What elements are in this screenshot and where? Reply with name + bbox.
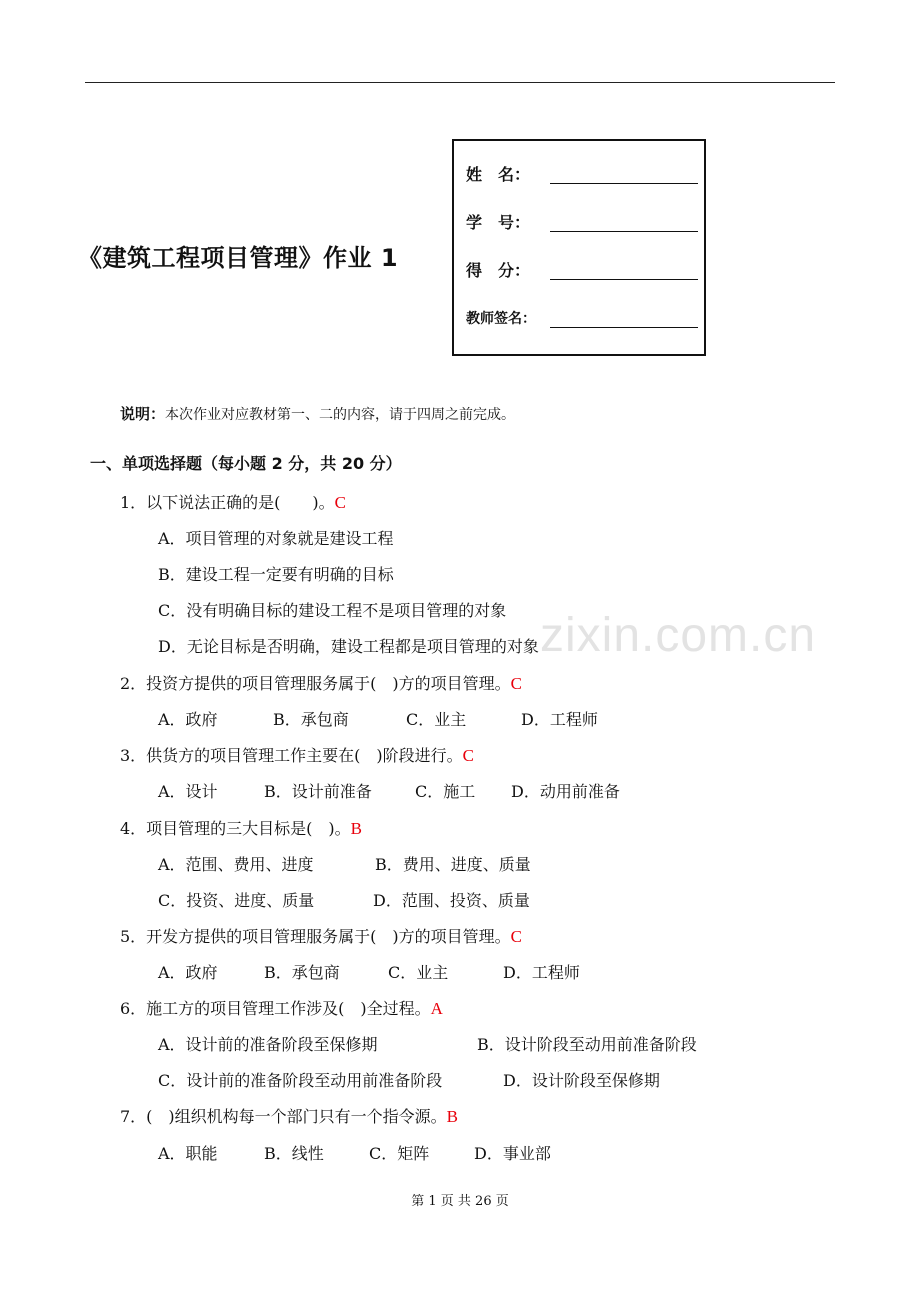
instructions — [120, 403, 515, 424]
question-4 — [120, 816, 362, 839]
answer-key: C — [462, 746, 475, 765]
option: B．承包商 — [264, 963, 340, 982]
option: D．动用前准备 — [511, 782, 620, 801]
option: D．设计阶段至保修期 — [503, 1071, 660, 1090]
option: C．设计前的准备阶段至动用前准备阶段 — [158, 1071, 443, 1090]
question-text: 5．开发方提供的项目管理服务属于( )方的项目管理。 — [120, 927, 511, 946]
student-id-label: 学 号： — [466, 213, 531, 232]
question-3 — [120, 743, 474, 766]
question-2 — [120, 671, 522, 694]
answer-key: C — [510, 674, 523, 693]
option: C．投资、进度、质量 — [158, 891, 315, 910]
question-text: 3．供货方的项目管理工作主要在( )阶段进行。 — [120, 746, 463, 765]
instructions-label: 说明： — [120, 405, 166, 423]
question-5 — [120, 924, 522, 947]
answer-key: B — [446, 1107, 459, 1126]
question-text: 7．( )组织机构每一个部门只有一个指令源。 — [120, 1107, 447, 1126]
teacher-signature-field[interactable] — [550, 327, 698, 328]
option: D．范围、投资、质量 — [373, 891, 530, 910]
option: A．设计前的准备阶段至保修期 — [158, 1035, 378, 1054]
option: A．范围、费用、进度 — [158, 855, 314, 874]
question-text: 2．投资方提供的项目管理服务属于( )方的项目管理。 — [120, 674, 511, 693]
option: A．职能 — [158, 1144, 218, 1163]
option: D．无论目标是否明确，建设工程都是项目管理的对象 — [158, 637, 539, 656]
student-info-box — [452, 139, 706, 356]
score-label: 得 分： — [466, 261, 531, 280]
question-6 — [120, 996, 443, 1019]
answer-key: C — [334, 493, 347, 512]
option: C．没有明确目标的建设工程不是项目管理的对象 — [158, 601, 507, 620]
document-title: 《建筑工程项目管理》作业 1 — [78, 244, 399, 272]
option: B．承包商 — [273, 710, 349, 729]
option: C．业主 — [388, 963, 449, 982]
option: A．项目管理的对象就是建设工程 — [158, 529, 394, 548]
question-text: 6．施工方的项目管理工作涉及( )全过程。 — [120, 999, 431, 1018]
option: A．政府 — [158, 710, 218, 729]
header-rule — [85, 82, 835, 83]
question-text: 4．项目管理的三大目标是( )。 — [120, 819, 351, 838]
option: D．事业部 — [474, 1144, 551, 1163]
option: B．建设工程一定要有明确的目标 — [158, 565, 394, 584]
section-title: 一、单项选择题（每小题 2 分，共 20 分） — [90, 454, 402, 473]
answer-key: C — [510, 927, 523, 946]
watermark: zixin.com.cn — [540, 609, 817, 662]
option: B．设计阶段至动用前准备阶段 — [477, 1035, 697, 1054]
option: C．业主 — [406, 710, 467, 729]
option: B．设计前准备 — [264, 782, 372, 801]
option: C．矩阵 — [369, 1144, 430, 1163]
name-field[interactable] — [550, 183, 698, 184]
name-label: 姓 名： — [466, 165, 531, 184]
question-1 — [120, 490, 346, 513]
score-field[interactable] — [550, 279, 698, 280]
teacher-signature-label: 教师签名： — [466, 311, 536, 327]
question-7 — [120, 1104, 458, 1127]
option: D．工程师 — [521, 710, 598, 729]
question-text: 1．以下说法正确的是( )。 — [120, 493, 335, 512]
option: B．费用、进度、质量 — [375, 855, 531, 874]
option: D．工程师 — [503, 963, 580, 982]
student-id-field[interactable] — [550, 231, 698, 232]
option: C．施工 — [415, 782, 476, 801]
option: B．线性 — [264, 1144, 324, 1163]
option: A．设计 — [158, 782, 218, 801]
instructions-text: 本次作业对应教材第一、二的内容，请于四周之前完成。 — [165, 407, 516, 423]
answer-key: B — [350, 819, 363, 838]
answer-key: A — [430, 999, 443, 1018]
page-footer: 第 1 页 共 26 页 — [411, 1194, 509, 1209]
option: A．政府 — [158, 963, 218, 982]
